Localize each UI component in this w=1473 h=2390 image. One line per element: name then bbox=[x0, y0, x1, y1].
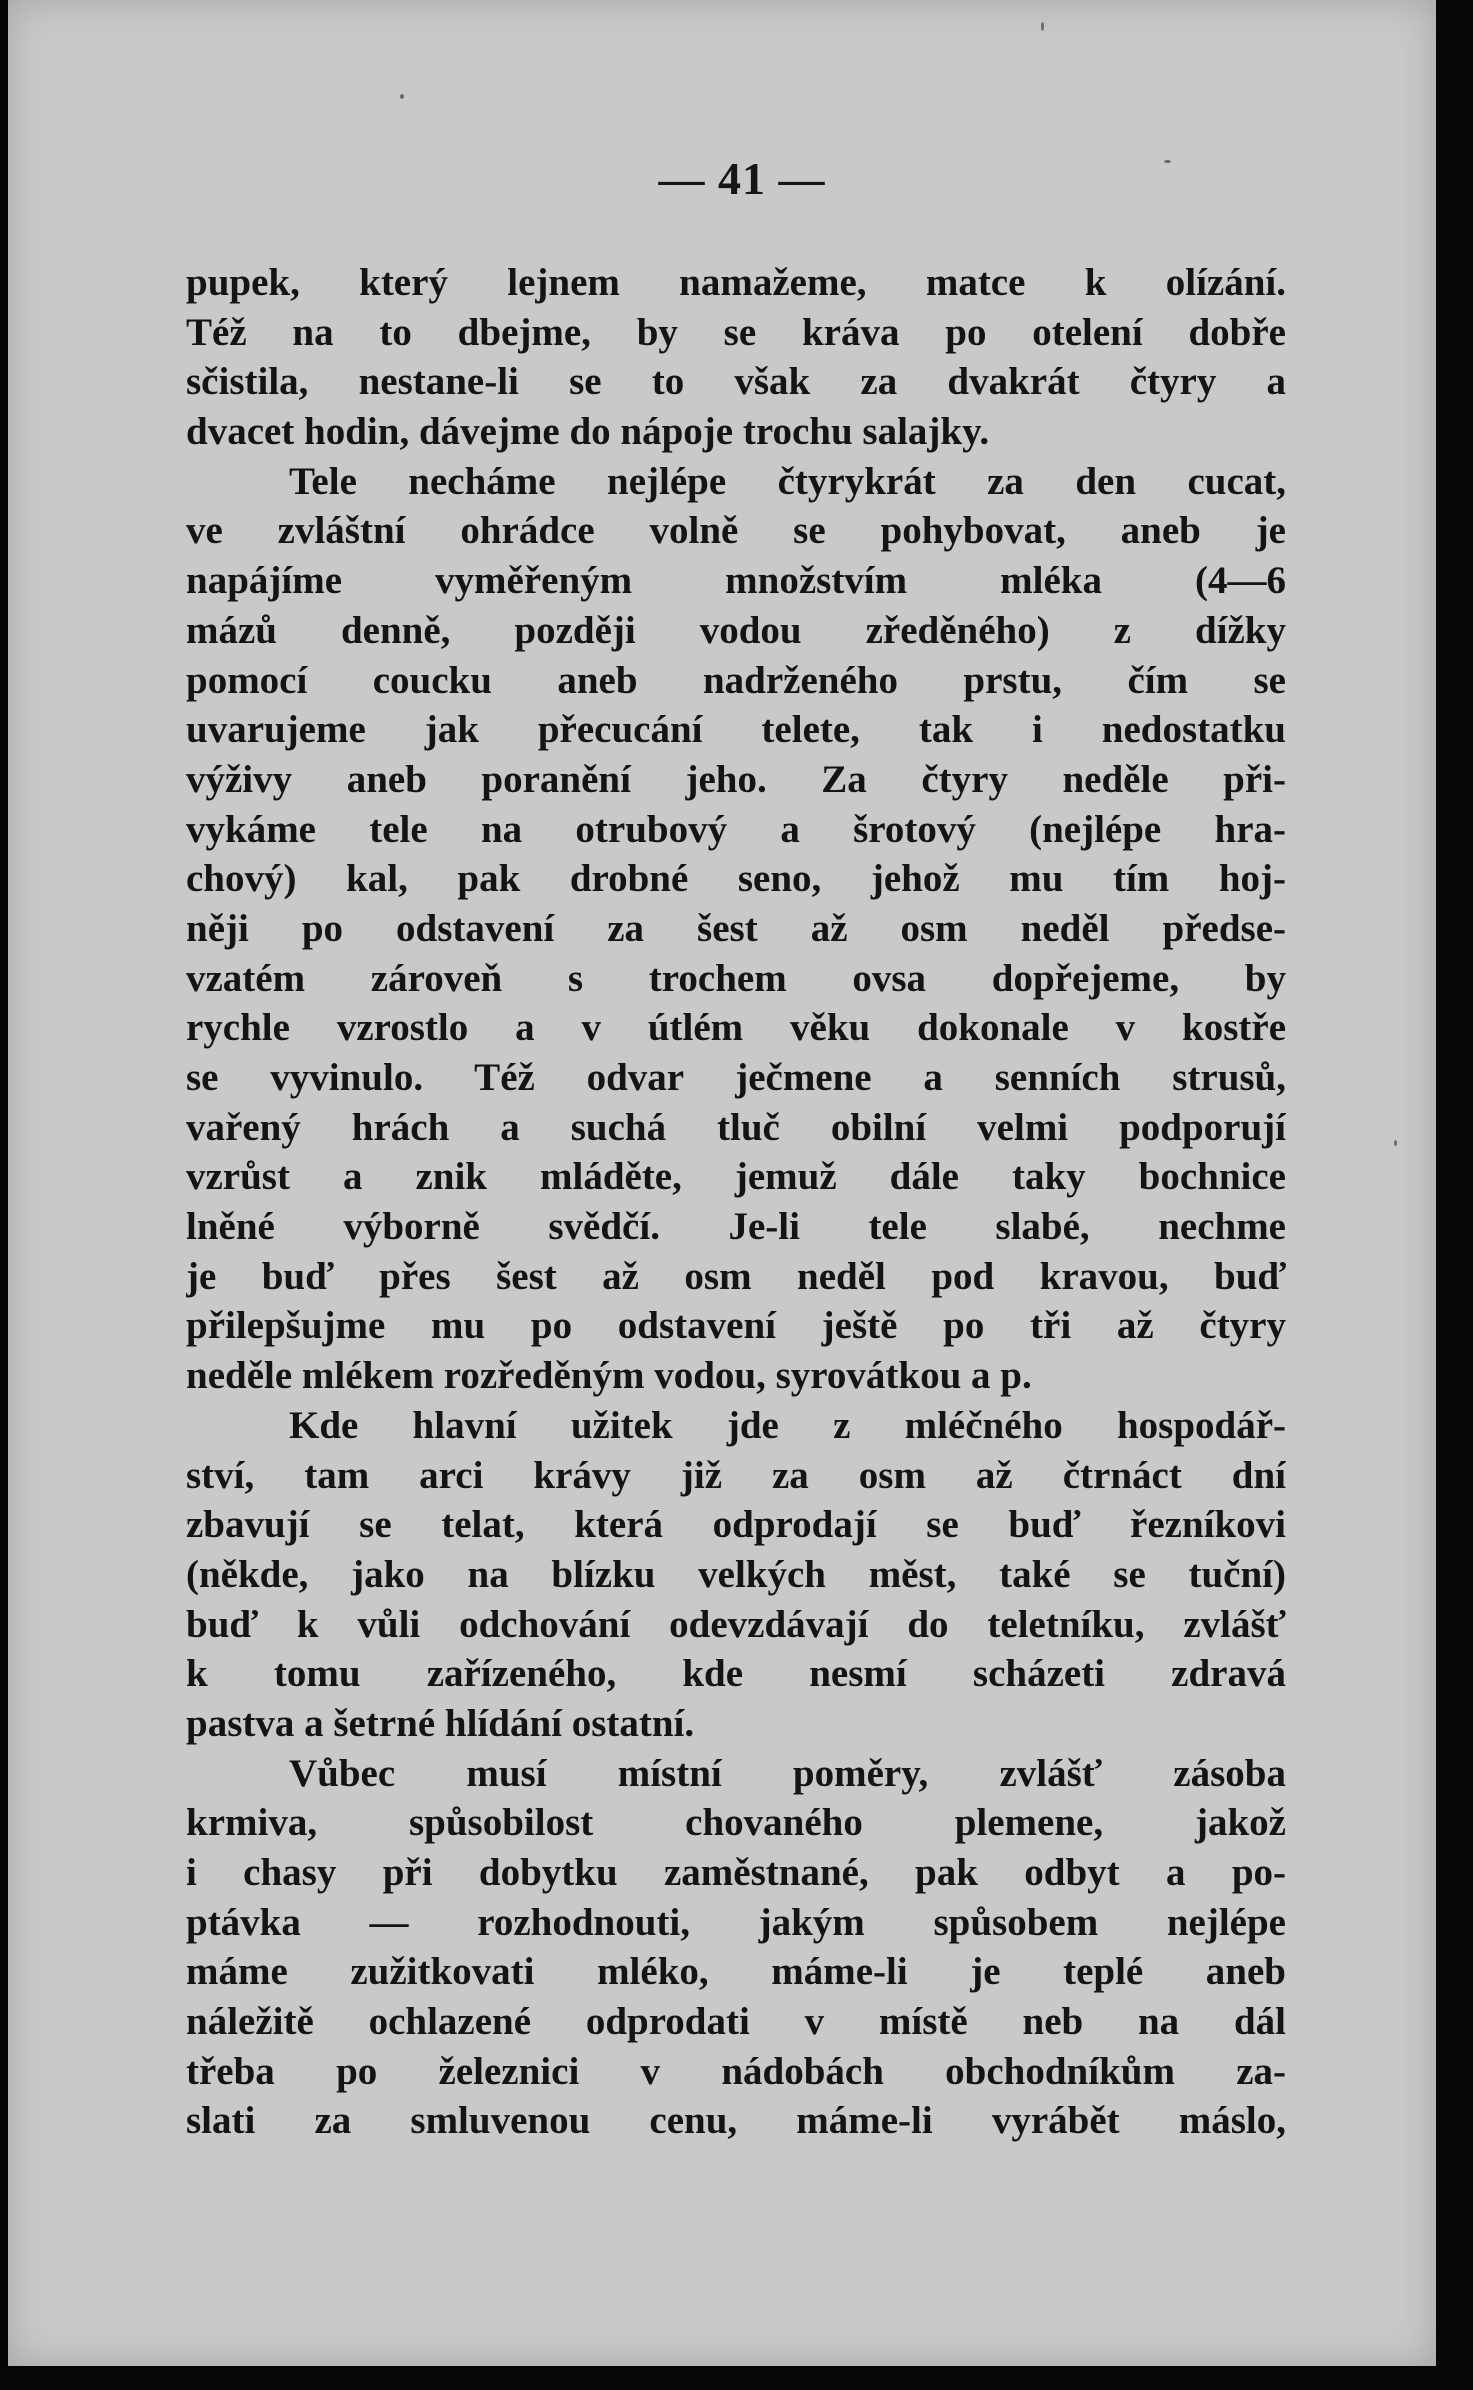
text-line: pastva a šetrné hlídání ostatní. bbox=[186, 1701, 695, 1745]
text-line: Kde hlavní užitek jde z mléčného hospodář- bbox=[289, 1403, 1286, 1447]
paper-speck bbox=[1041, 22, 1044, 31]
body-text bbox=[186, 258, 1286, 2146]
text-line: výživy aneb poranění jeho. Za čtyry neděle při- bbox=[186, 757, 1286, 801]
book-page bbox=[8, 0, 1436, 2366]
text-line: pupek, který lejnem namažeme, matce k olízání. bbox=[186, 261, 1286, 304]
text-line: Též na to dbejme, by se kráva po otelení dobře bbox=[186, 310, 1286, 354]
text-line: dvacet hodin, dávejme do nápoje trochu salajky. bbox=[186, 410, 990, 454]
text-line: i chasy při dobytku zaměstnané, pak odbyt a po- bbox=[186, 1851, 1286, 1894]
text-line: se vyvinulo. Též odvar ječmene a senních strusů, bbox=[186, 1056, 1286, 1099]
text-line: chový) kal, pak drobné seno, jehož mu tím hoj- bbox=[186, 857, 1286, 901]
text-line: k tomu zařízeného, kde nesmí scházeti zdravá bbox=[186, 1652, 1286, 1696]
text-line: vykáme tele na otrubový a šrotový (nejlépe hra- bbox=[186, 807, 1286, 851]
text-line: slati za smluvenou cenu, máme-li vyrábět máslo, bbox=[186, 2099, 1286, 2143]
text-line: třeba po železnici v nádobách obchodníkům za- bbox=[186, 2049, 1286, 2093]
text-line: (někde, jako na blízku velkých měst, také se tuční) bbox=[186, 1552, 1286, 1596]
text-line: buď k vůli odchování odevzdávají do teletníku, zvlášť bbox=[186, 1602, 1286, 1646]
text-line: vařený hrách a suchá tluč obilní velmi podporují bbox=[186, 1105, 1286, 1149]
text-line: Vůbec musí místní poměry, zvlášť zásoba bbox=[289, 1751, 1286, 1795]
scan-border-bottom bbox=[0, 2366, 1473, 2390]
text-line: zbavují se telat, která odprodají se buď řezníkovi bbox=[186, 1503, 1286, 1547]
scan-border-right bbox=[1436, 0, 1473, 2390]
paper-speck bbox=[400, 94, 404, 99]
text-line: mázů denně, později vodou zředěného) z dížky bbox=[186, 608, 1286, 652]
text-line: ptávka — rozhodnouti, jakým spůsobem nejlépe bbox=[186, 1900, 1286, 1944]
paper-speck bbox=[1394, 1140, 1397, 1146]
text-line: máme zužitkovati mléko, máme-li je teplé aneb bbox=[186, 1950, 1286, 1994]
text-line: lněné výborně svědčí. Je-li tele slabé, nechme bbox=[186, 1205, 1286, 1249]
text-line: pomocí coucku aneb nadrženého prstu, čím se bbox=[186, 658, 1286, 702]
text-line: krmiva, spůsobilost chovaného plemene, jakož bbox=[186, 1801, 1286, 1845]
text-line: napájíme vyměřeným množstvím mléka (4—6 bbox=[186, 559, 1286, 603]
text-line: ství, tam arci krávy již za osm až čtrnáct dní bbox=[186, 1453, 1286, 1497]
text-line: Tele necháme nejlépe čtyrykrát za den cucat, bbox=[289, 459, 1286, 503]
text-line: uvarujeme jak přecucání telete, tak i nedostatku bbox=[186, 708, 1286, 752]
text-line: neděle mlékem rozředěným vodou, syrovátkou a p. bbox=[186, 1354, 1032, 1398]
text-line: vzatém zároveň s trochem ovsa dopřejeme, by bbox=[186, 956, 1286, 1000]
text-line: náležitě ochlazené odprodati v místě neb na dál bbox=[186, 2000, 1286, 2044]
text-line: přilepšujme mu po odstavení ještě po tři až čtyry bbox=[186, 1304, 1286, 1348]
text-line: sčistila, nestane-li se to však za dvakrát čtyry a bbox=[186, 360, 1286, 404]
text-line: něji po odstavení za šest až osm neděl předse- bbox=[186, 906, 1286, 950]
text-line: ve zvláštní ohrádce volně se pohybovat, aneb je bbox=[186, 509, 1286, 553]
page-number: — 41 — bbox=[658, 153, 826, 204]
text-line: rychle vzrostlo a v útlém věku dokonale v kostře bbox=[186, 1006, 1286, 1050]
text-line: vzrůst a znik mláděte, jemuž dále taky bochnice bbox=[186, 1155, 1286, 1199]
text-line: je buď přes šest až osm neděl pod kravou, buď bbox=[186, 1254, 1286, 1298]
